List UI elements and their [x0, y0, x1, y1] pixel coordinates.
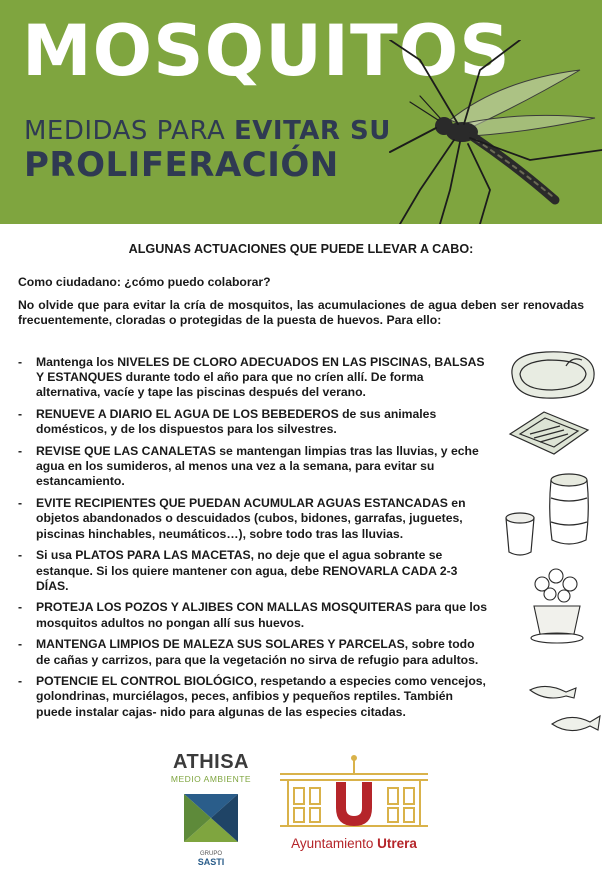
header-banner [0, 0, 602, 224]
action-text: - PROTEJA LOS POZOS Y ALJIBES CON MALLAS MOSQUITERAS para que los mosquitos adultos no pongan allí sus huevos. [36, 600, 488, 630]
fish-illustration [526, 680, 602, 740]
grupo-label: GRUPO [199, 851, 222, 857]
utrera-wordmark [274, 836, 434, 851]
action-text: - RENUEVE A DIARIO EL AGUA DE LOS BEBEDEROS de sus animales domésticos, y de los dispuestos para los silvestres. [36, 406, 437, 437]
athisa-emblem-icon [182, 792, 240, 844]
barrel-illustration [546, 470, 592, 550]
athisa-subtitle: MEDIO AMBIENTE [170, 774, 252, 784]
utrera-name: Utrera [377, 836, 417, 851]
action-text: - MANTENGA LIMPIOS DE MALEZA SUS SOLARES Y PARCELAS, sobre todo de cañas y carrizos, para que la vegetación no sirva de refugio para adultos. [36, 637, 479, 667]
banner-subtitle-thin: MEDIDAS PARA [24, 116, 235, 146]
sasti-label: SASTI [197, 857, 225, 867]
bucket-illustration [500, 510, 540, 560]
action-text: - POTENCIE EL CONTROL BIOLÓGICO, respetando a especies como vencejos, golondrinas, murciélagos, peces, anfibios y pequeños reptiles. También puede instalar cajas- nido para algunas de las especies citadas. [36, 673, 486, 719]
athisa-logo [166, 752, 256, 872]
water-trough-illustration [500, 404, 596, 458]
main-content [18, 242, 584, 726]
list-item [18, 600, 584, 631]
mosquito-illustration [380, 40, 602, 224]
utrera-logo [274, 754, 434, 854]
action-text: - Mantenga los NIVELES DE CLORO ADECUADOS EN LAS PISCINAS, BALSAS Y ESTANQUES durante todo el año para que no críen allí. De forma alternativa, vacíe y tape las piscinas después del verano. [36, 354, 485, 400]
list-item [18, 355, 584, 401]
citizen-question: Como ciudadano: ¿cómo puedo colaborar? [18, 275, 271, 290]
athisa-name: ATHISA [173, 751, 249, 773]
pond-illustration [506, 346, 598, 406]
action-text: - REVISE QUE LAS CANALETAS se mantengan limpias tras las lluvias, y eche agua en los sumideros, al menos una vez a la semana, para evitar su estancamiento. [36, 443, 479, 489]
banner-subtitle [24, 118, 391, 144]
intro-paragraph: No olvide que para evitar la cría de mosquitos, las acumulaciones de agua deben ser renovadas frecuentemente, cloradas o protegidas de la puesta de huevos. Para ello: [18, 297, 584, 328]
list-item [18, 637, 584, 668]
town-hall-icon [274, 754, 434, 834]
flower-pot-illustration [526, 566, 588, 646]
banner-subtitle-bold: EVITAR SU [234, 116, 391, 146]
action-text: - EVITE RECIPIENTES QUE PUEDAN ACUMULAR AGUAS ESTANCADAS en objetos abandonados o descuidados (cubos, bidones, garrafas, juguetes, piscinas hinchables, neumáticos…), sobre todo tras las lluvias. [36, 495, 466, 541]
action-text: - Si usa PLATOS PARA LAS MACETAS, no deje que el agua sobrante se estanque. Si los quiere mantener con agua, debe RENOVARLA CADA 2-3 DÍAS. [36, 548, 458, 593]
list-item [18, 674, 584, 720]
section-heading: ALGUNAS ACTUACIONES QUE PUEDE LLEVAR A CABO: [128, 242, 474, 256]
banner-title: MOSQUITOS [22, 10, 511, 92]
banner-subtitle-line2: PROLIFERACIÓN [24, 145, 339, 185]
utrera-prefix: Ayuntamiento [291, 836, 378, 851]
